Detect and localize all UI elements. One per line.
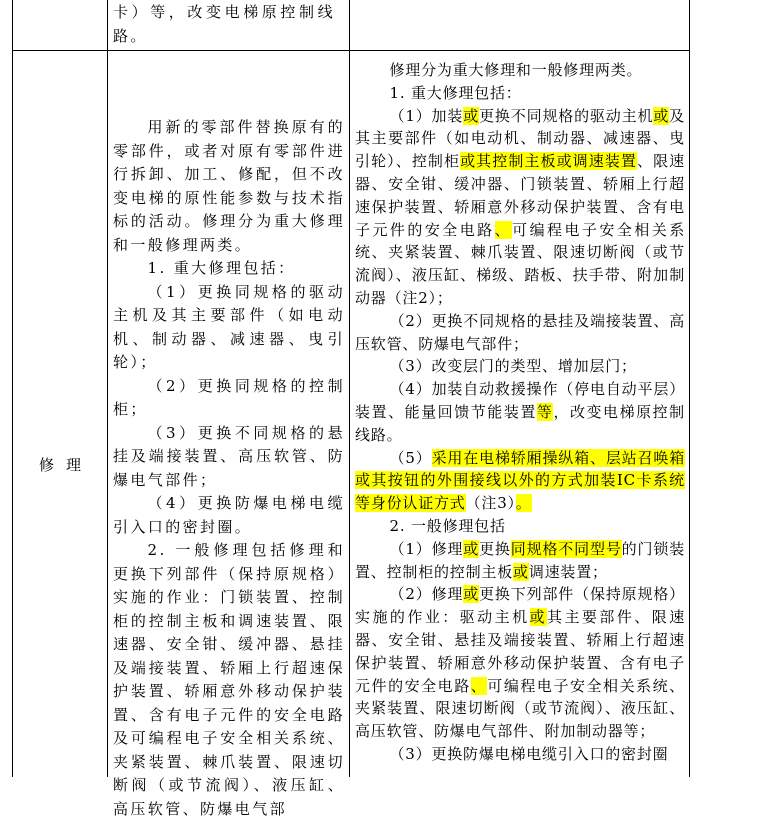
text-segment: （1）加装 <box>389 106 464 125</box>
paragraph <box>113 1 335 48</box>
paragraph <box>113 422 345 493</box>
text-segment: （3）更换不同规格的悬挂及端接装置、高压软管、防爆电气部件； <box>113 423 345 489</box>
text-segment: （4）更换防爆电梯电缆引入口的密封圈。 <box>113 494 345 536</box>
text-segment: （4）加装自动救援操作（停电自动平层）装置、能量回馈节能装置 <box>355 380 685 421</box>
text-segment: 用新的零部件替换原有的零部件，或者对原有零部件进行拆卸、加工、修配，但不改变电梯的原性能参数与技术指标的活动。修理分为重大修理和一般修理两类。 <box>113 118 345 254</box>
paragraph <box>355 743 685 766</box>
paragraph <box>355 59 685 82</box>
highlighted-change: 。 <box>515 494 532 513</box>
text-segment: 更换 <box>479 539 511 558</box>
highlighted-change: 同规格不同型号 <box>510 539 622 558</box>
text-segment: 可编程电子安全相关系统、夹紧装置、限速切断阀（或节流阀）、液压缸、高压软管、防爆电气部件、附加制动器等； <box>355 676 685 741</box>
paragraph <box>113 539 345 821</box>
paragraph <box>355 355 685 378</box>
text-segment: （注3） <box>465 494 516 513</box>
top-row-old-text <box>113 1 335 48</box>
paragraph <box>355 447 685 515</box>
text-segment: （3）更换防爆电梯电缆引入口的密封圈 <box>389 744 669 763</box>
text-segment: 的门锁装置、控制柜的控制主板 <box>355 539 685 581</box>
highlighted-change: 或 <box>653 106 670 125</box>
paragraph <box>355 310 685 356</box>
text-segment: （1）修理 <box>389 539 464 558</box>
text-segment: 调速装置； <box>528 562 608 581</box>
text-segment: 卡）等，改变电梯原控制线路。 <box>113 3 335 45</box>
highlighted-change: 或 <box>513 562 529 581</box>
highlighted-change: 、 <box>494 220 513 239</box>
highlighted-change: 或 <box>529 608 548 627</box>
highlighted-change: 或 <box>463 539 480 558</box>
text-segment: 更换不同规格的驱动主机 <box>479 106 654 125</box>
text-segment: 修理分为重大修理和一般修理两类。 <box>389 61 643 79</box>
text-segment: 2. 一般修理包括修理和更换下列部件（保持原规格）实施的作业：门锁装置、控制柜的控制主板和调速装置、限速器、安全钳、缓冲器、悬挂及端接装置、轿厢上行超速保护装置、轿厢意外移动保护装置、含有电子元件的安全电路及可编程电子安全相关系统、夹紧装置、棘爪装置、限速切断阀（或节流阀）、液压缸、高压软管、防爆电气部 <box>113 541 345 818</box>
text-segment: （1）更换同规格的驱动主机及其主要部件（如电动机、制动器、减速器、曳引轮）； <box>113 282 345 371</box>
table-border-left <box>12 0 13 777</box>
row-label-repair: 修理 <box>38 456 93 474</box>
column-divider-1 <box>107 0 108 777</box>
highlighted-change: 或 <box>463 585 480 604</box>
text-segment: （2）修理 <box>389 585 464 604</box>
text-segment: （2）更换不同规格的悬挂及端接装置、高压软管、防爆电气部件； <box>355 311 685 353</box>
text-segment: （5） <box>389 448 432 467</box>
paragraph <box>113 492 345 539</box>
highlighted-change: 等 <box>536 402 554 421</box>
text-segment: 1. 重大修理包括： <box>147 259 296 277</box>
text-segment: （2）更换同规格的控制柜； <box>113 376 345 418</box>
paragraph <box>355 378 685 446</box>
new-definition-cell <box>355 59 685 766</box>
paragraph <box>113 257 345 281</box>
text-segment: 2. 一般修理包括 <box>389 516 506 535</box>
paragraph <box>113 281 345 375</box>
text-segment: 、限速器、安全钳、缓冲器、门锁装置、轿厢上行超速保护装置、轿厢意外移动保护装置、含有电子元件的安全电路 <box>355 152 685 239</box>
text-segment: 更换下列部件（保持原规格）实施的作业：驱动主机 <box>355 585 685 627</box>
text-segment: 及其主要部件（如电动机、制动器、减速器、曳引轮）、控制柜 <box>355 106 685 171</box>
text-segment: ，改变电梯原控制线路。 <box>355 402 685 444</box>
table-border-right <box>689 0 690 777</box>
column-divider-2 <box>349 0 350 777</box>
old-definition-cell <box>113 116 345 821</box>
highlighted-change: 、 <box>470 676 488 695</box>
paragraph <box>355 538 685 584</box>
paragraph <box>355 583 685 743</box>
paragraph <box>355 515 685 538</box>
paragraph <box>355 82 685 105</box>
highlighted-change: 或 <box>463 106 480 125</box>
text-segment: 1. 重大修理包括： <box>389 83 522 102</box>
text-segment: （3）改变层门的类型、增加层门； <box>389 357 637 376</box>
text-segment: 可编程电子安全相关系统、夹紧装置、棘爪装置、限速切断阀（或节流阀）、液压缸、梯级、踏板、扶手带、附加制动器（注2）； <box>355 220 685 307</box>
row-divider <box>12 50 690 51</box>
highlighted-change: 采用在电梯轿厢操纵箱、层站召唤箱或其按钮的外围接线以外的方式加装IC卡系统等身份认证方式 <box>355 448 685 513</box>
paragraph <box>355 105 685 310</box>
paragraph <box>113 116 345 257</box>
paragraph <box>113 375 345 422</box>
highlighted-change: 或其控制主板或调速装置 <box>460 152 638 171</box>
text-segment: 其主要部件、限速器、安全钳、悬挂及端接装置、轿厢上行超速保护装置、轿厢意外移动保护装置、含有电子元件的安全电路 <box>355 608 685 695</box>
